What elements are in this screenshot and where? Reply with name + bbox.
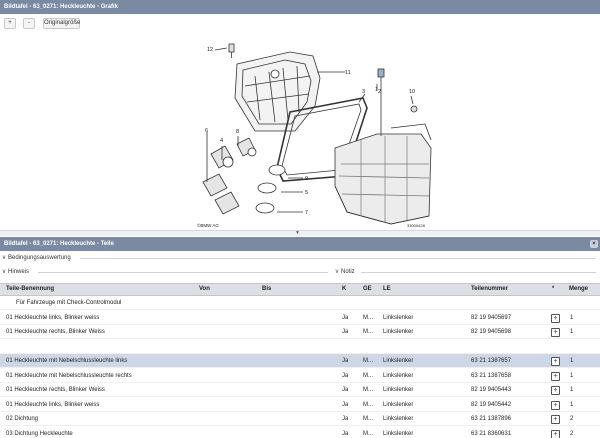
drawing-label-2[interactable]: 2 [378, 89, 382, 95]
col-header-star[interactable]: * [552, 286, 555, 292]
table-row[interactable] [0, 398, 600, 412]
row-k: Ja [342, 372, 349, 379]
drawing-brand: ©BMW AG [197, 223, 219, 228]
row-k: Ja [342, 416, 349, 422]
row-menge: 1 [570, 314, 574, 321]
row-teilenummer: 82 19 9405697 [471, 314, 512, 321]
panel-splitter[interactable] [0, 230, 600, 236]
chevron-down-icon: ∨ [1, 269, 7, 275]
drawing-label-9[interactable]: 9 [305, 176, 309, 182]
table-row[interactable] [0, 427, 600, 438]
drawing-label-1[interactable]: 1 [375, 87, 379, 93]
row-le: Linkslenker [383, 416, 414, 422]
row-ge: M... [363, 401, 373, 408]
tail-light-exploded-view [185, 36, 435, 231]
col-header-von[interactable]: Von [199, 286, 210, 292]
add-to-cart-icon[interactable]: + [551, 386, 560, 395]
row-ge: M... [363, 416, 373, 422]
conditions-section[interactable] [0, 253, 600, 264]
table-row[interactable] [0, 369, 600, 383]
parts-drawing[interactable] [185, 36, 435, 231]
table-row[interactable] [0, 296, 600, 310]
drawing-code: 33000428 [407, 223, 425, 228]
row-le: Linkslenker [383, 387, 414, 393]
row-k: Ja [342, 387, 349, 393]
drawing-label-3[interactable]: 3 [362, 89, 366, 95]
chevron-down-icon: ∨ [334, 269, 340, 275]
hinweis-label: Hinweis [8, 269, 30, 275]
zoom-out-button[interactable]: - [23, 18, 35, 29]
table-row[interactable] [0, 325, 600, 339]
row-ge: M... [363, 372, 373, 379]
parts-panel-title [0, 237, 600, 251]
table-row[interactable] [0, 412, 600, 426]
col-header-bis[interactable]: Bis [262, 286, 272, 292]
drawing-label-4[interactable]: 4 [220, 138, 224, 144]
row-k: Ja [342, 430, 349, 437]
row-name: 03 Dichtung Heckleuchte [6, 430, 73, 437]
col-header-name[interactable]: Teile-Benennung [6, 286, 55, 292]
row-teilenummer: 82 19 9405442 [471, 401, 512, 408]
add-to-cart-icon[interactable]: + [551, 314, 560, 323]
row-menge: 2 [570, 430, 574, 437]
row-name: Für Fahrzeuge mit Check-Controlmodul [16, 300, 122, 306]
notiz-label: Notiz [341, 269, 355, 275]
col-header-k[interactable]: K [342, 286, 347, 292]
drawing-label-10[interactable]: 10 [409, 89, 416, 95]
drawing-label-5[interactable]: 5 [305, 190, 309, 196]
collapse-arrow-icon[interactable]: ▼ [295, 230, 300, 236]
parts-panel-title-text: Bildtafel - 63_0271: Heckleuchte - Teile [4, 241, 114, 247]
add-to-cart-icon[interactable]: + [551, 328, 560, 337]
row-teilenummer: 63 21 1387896 [471, 416, 512, 422]
row-name: 01 Heckleuchte links, Blinker weiss [6, 314, 100, 321]
drawing-label-12[interactable]: 12 [207, 47, 214, 53]
drawing-label-6[interactable]: 6 [205, 128, 209, 134]
graphic-panel-title: Bildtafel - 63_0271: Heckleuchte - Grafik [0, 0, 600, 14]
add-to-cart-icon[interactable]: + [551, 430, 560, 438]
parts-table-header [0, 283, 600, 296]
row-menge: 1 [570, 401, 574, 408]
row-ge: M... [363, 387, 373, 393]
row-teilenummer: 63 21 1387658 [471, 372, 512, 379]
conditions-label: Bedingungsauswertung [8, 255, 71, 261]
table-row[interactable] [0, 340, 600, 354]
row-le: Linkslenker [383, 358, 414, 364]
row-le: Linkslenker [383, 401, 414, 408]
row-ge: M... [363, 314, 373, 321]
original-size-button[interactable]: Originalgröße [43, 18, 80, 29]
row-k: Ja [342, 314, 349, 321]
row-name: 01 Heckleuchte mit Nebelschlussleuchte links [6, 358, 128, 364]
row-menge: 1 [570, 358, 574, 364]
notiz-section[interactable] [333, 267, 600, 278]
row-teilenummer: 82 19 9405443 [471, 387, 512, 393]
table-row[interactable] [0, 311, 600, 325]
row-menge: 1 [570, 329, 574, 335]
add-to-cart-icon[interactable]: + [551, 357, 560, 366]
row-menge: 2 [570, 416, 574, 422]
row-menge: 1 [570, 387, 574, 393]
table-row[interactable] [0, 354, 600, 368]
row-le: Linkslenker [383, 372, 414, 379]
drawing-label-11[interactable]: 11 [345, 70, 351, 76]
row-le: Linkslenker [383, 329, 414, 335]
add-to-cart-icon[interactable]: + [551, 415, 560, 424]
divider [80, 258, 596, 259]
col-header-ge[interactable]: GE [363, 286, 372, 292]
add-to-cart-icon[interactable]: + [551, 372, 560, 381]
chevron-down-icon: ∨ [1, 255, 7, 261]
row-teilenummer: 82 19 9405698 [471, 329, 512, 335]
row-teilenummer: 63 21 8360631 [471, 430, 512, 437]
row-name: 01 Heckleuchte rechts, Blinker Weiss [6, 329, 105, 335]
col-header-menge[interactable]: Menge [569, 286, 589, 292]
row-teilenummer: 63 21 1387657 [471, 358, 512, 364]
table-row[interactable] [0, 383, 600, 397]
row-name: 01 Heckleuchte mit Nebelschlussleuchte rechts [6, 372, 132, 379]
drawing-label-8[interactable]: 8 [236, 129, 240, 135]
row-name: 01 Heckleuchte rechts, Blinker Weiss [6, 387, 105, 393]
row-ge: M... [363, 430, 373, 437]
graphic-toolbar [0, 16, 600, 32]
row-k: Ja [342, 401, 349, 408]
close-icon[interactable]: × [590, 240, 598, 248]
row-le: Linkslenker [383, 430, 414, 437]
drawing-label-7[interactable]: 7 [305, 210, 309, 216]
zoom-in-button[interactable]: + [4, 18, 16, 29]
row-ge: M... [363, 329, 373, 335]
col-header-le[interactable]: LE [383, 286, 391, 292]
divider [361, 272, 596, 273]
add-to-cart-icon[interactable]: + [551, 401, 560, 410]
row-k: Ja [342, 329, 349, 335]
row-ge: M... [363, 358, 373, 364]
divider [38, 272, 328, 273]
col-header-teilenummer[interactable]: Teilenummer [471, 286, 508, 292]
row-k: Ja [342, 358, 349, 364]
row-name: 02 Dichtung [6, 416, 39, 422]
row-menge: 1 [570, 372, 574, 379]
row-le: Linkslenker [383, 314, 414, 321]
row-name: 01 Heckleuchte links, Blinker weiss [6, 401, 100, 408]
